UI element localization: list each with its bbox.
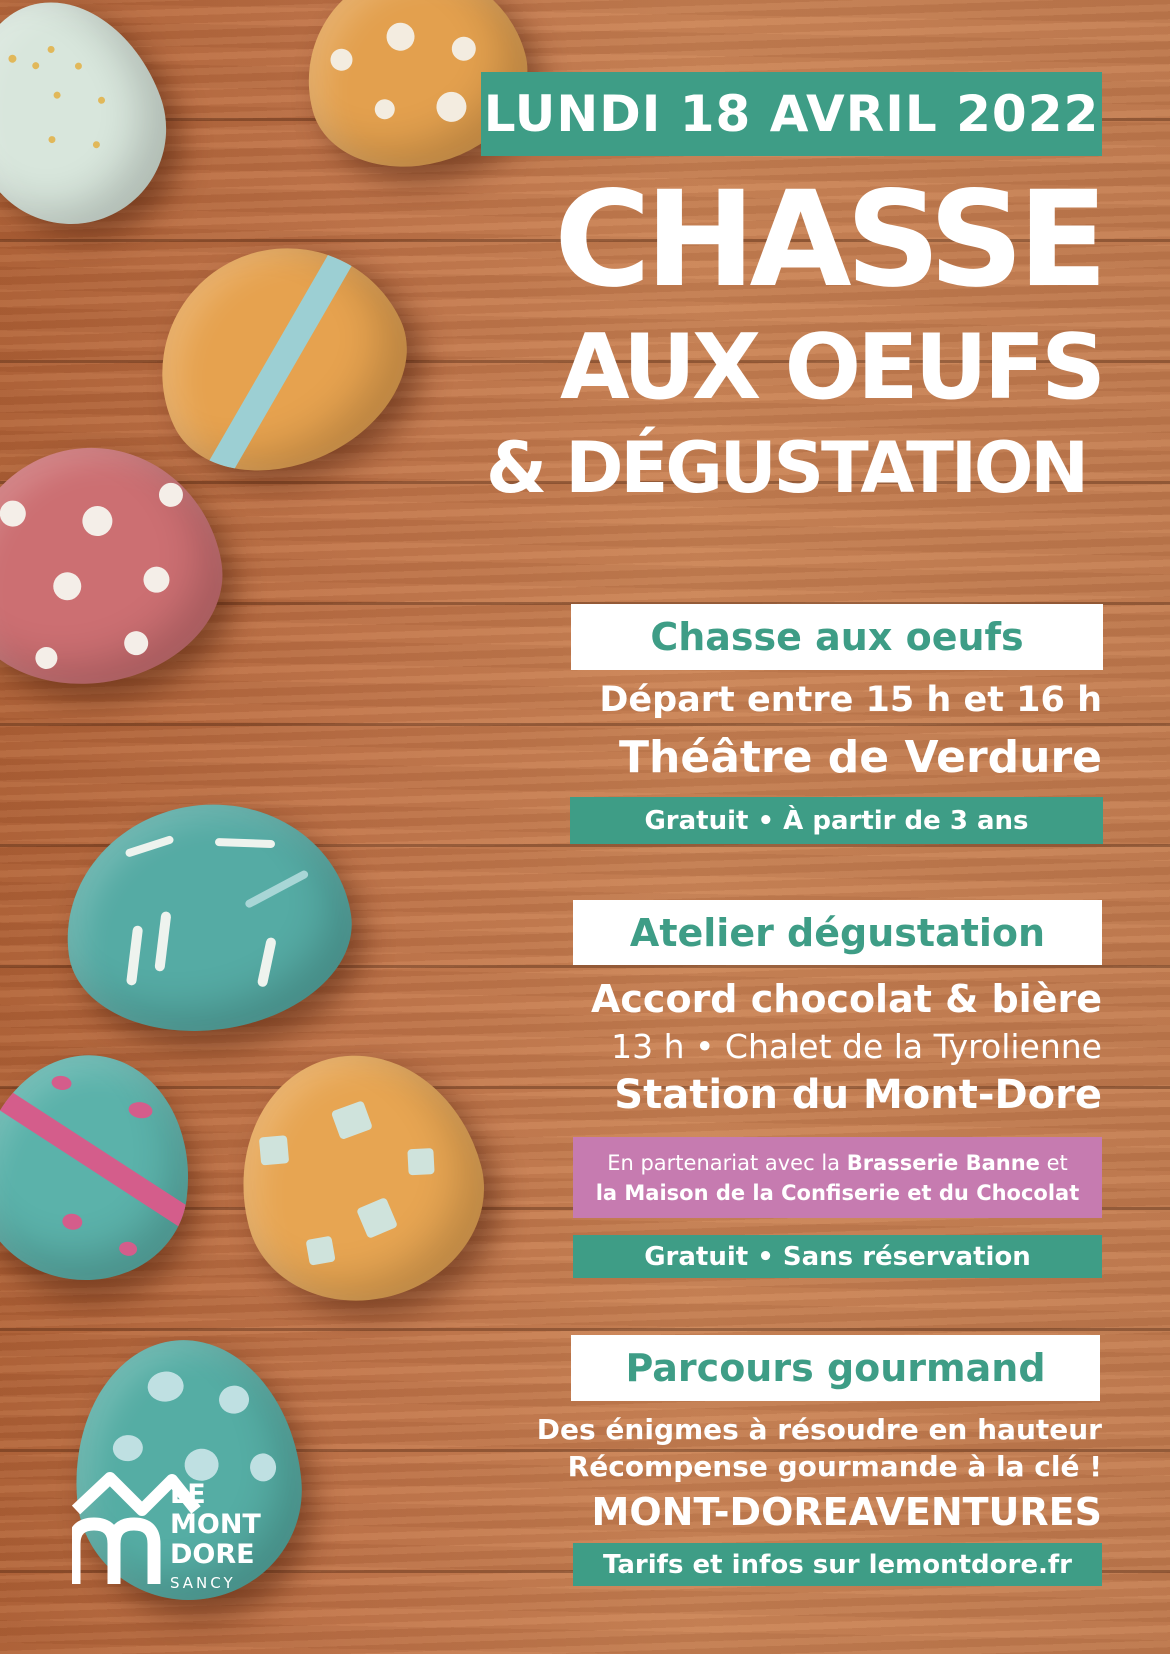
parcours-line-2: Récompense gourmande à la clé ! — [567, 1450, 1102, 1483]
partner-brasserie: Brasserie Banne — [846, 1150, 1040, 1175]
title-line-2: AUX OEUFS — [559, 315, 1102, 420]
section-chasse-heading — [571, 604, 1103, 670]
atelier-price-tag — [573, 1235, 1102, 1278]
chasse-location: Théâtre de Verdure — [619, 732, 1102, 783]
atelier-price-text: Gratuit • Sans réservation — [644, 1241, 1031, 1272]
atelier-time-place: 13 h • Chalet de la Tyrolienne — [611, 1027, 1102, 1066]
section-atelier-heading-text: Atelier dégustation — [629, 910, 1046, 955]
parcours-info-tag — [573, 1543, 1102, 1586]
event-date: LUNDI 18 AVRIL 2022 — [483, 85, 1100, 143]
chasse-price-tag — [570, 797, 1103, 844]
title-line-1: CHASSE — [554, 163, 1102, 317]
logo-line-1: LE — [170, 1479, 206, 1510]
atelier-subtitle: Accord chocolat & bière — [591, 977, 1102, 1021]
egg-pink-polka-illustration — [0, 427, 238, 704]
partnership-prefix: En partenariat avec la — [607, 1150, 841, 1175]
parcours-line-1: Des énigmes à résoudre en hauteur — [536, 1413, 1102, 1446]
logo-line-2: MONT — [170, 1509, 261, 1540]
egg-yellow-wave-illustration — [121, 207, 438, 508]
partnership-line-2 — [573, 1178, 1102, 1208]
logo-wordmark — [170, 1480, 261, 1570]
egg-mint-dotted-illustration — [0, 0, 193, 251]
section-parcours-heading — [571, 1335, 1100, 1401]
partner-confiserie: la Maison de la Confiserie et du Chocolat — [595, 1180, 1080, 1205]
section-atelier-heading — [573, 900, 1102, 965]
chasse-price-text: Gratuit • À partir de 3 ans — [644, 805, 1029, 836]
event-date-banner — [481, 72, 1102, 156]
partnership-line-1 — [573, 1148, 1102, 1178]
egg-teal-pink-illustration — [0, 1041, 205, 1293]
title-line-3: & DÉGUSTATION — [486, 427, 1086, 509]
parcours-venue: MONT-DOREAVENTURES — [591, 1490, 1102, 1534]
section-chasse-heading-text: Chasse aux oeufs — [650, 615, 1024, 659]
egg-yellow-squares-illustration — [212, 1028, 507, 1327]
partnership-and: et — [1046, 1150, 1068, 1175]
logo-line-3: DORE — [170, 1539, 255, 1570]
parcours-info-text: Tarifs et infos sur lemontdore.fr — [603, 1549, 1072, 1580]
partnership-box — [573, 1137, 1102, 1218]
section-parcours-heading-text: Parcours gourmand — [625, 1346, 1046, 1390]
chasse-depart-time: Départ entre 15 h et 16 h — [599, 680, 1102, 720]
atelier-station: Station du Mont-Dore — [614, 1072, 1102, 1118]
egg-teal-doodle-illustration — [51, 786, 365, 1048]
logo-subtitle: SANCY — [170, 1574, 236, 1592]
